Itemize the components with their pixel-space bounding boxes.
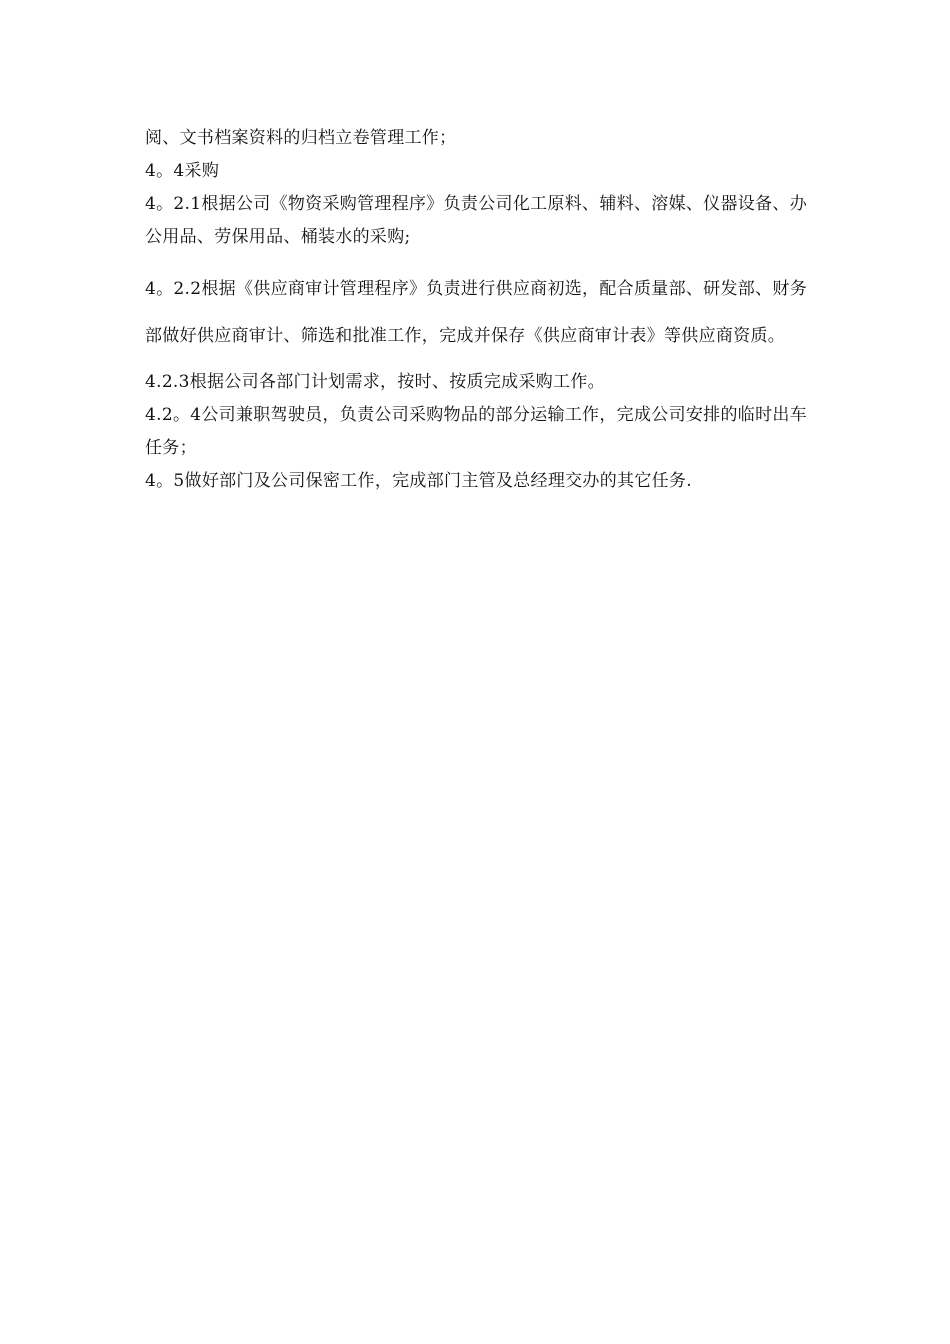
- paragraph-4-2-2: 4。2.2根据《供应商审计管理程序》负责进行供应商初选，配合质量部、研发部、财务部做好供应商审计、筛选和批准工作，完成并保存《供应商审计表》等供应商资质。: [145, 279, 807, 346]
- paragraph-archive-filing: 阅、文书档案资料的归档立卷管理工作；: [145, 128, 457, 148]
- paragraph-4-2-3: 4.2.3根据公司各部门计划需求，按时、按质完成采购工作。: [145, 372, 605, 392]
- document-body: [145, 122, 807, 498]
- heading-procurement: 4。4采购: [145, 161, 220, 181]
- paragraph-4-5: 4。5做好部门及公司保密工作，完成部门主管及总经理交办的其它任务.: [145, 471, 692, 491]
- paragraph-4-2-1: 4。2.1根据公司《物资采购管理程序》负责公司化工原料、辅料、溶媒、仪器设备、办公用品、劳保用品、桶装水的采购;: [145, 194, 807, 247]
- paragraph-4-2-4: 4.2。4公司兼职驾驶员，负责公司采购物品的部分运输工作，完成公司安排的临时出车任务；: [145, 405, 807, 458]
